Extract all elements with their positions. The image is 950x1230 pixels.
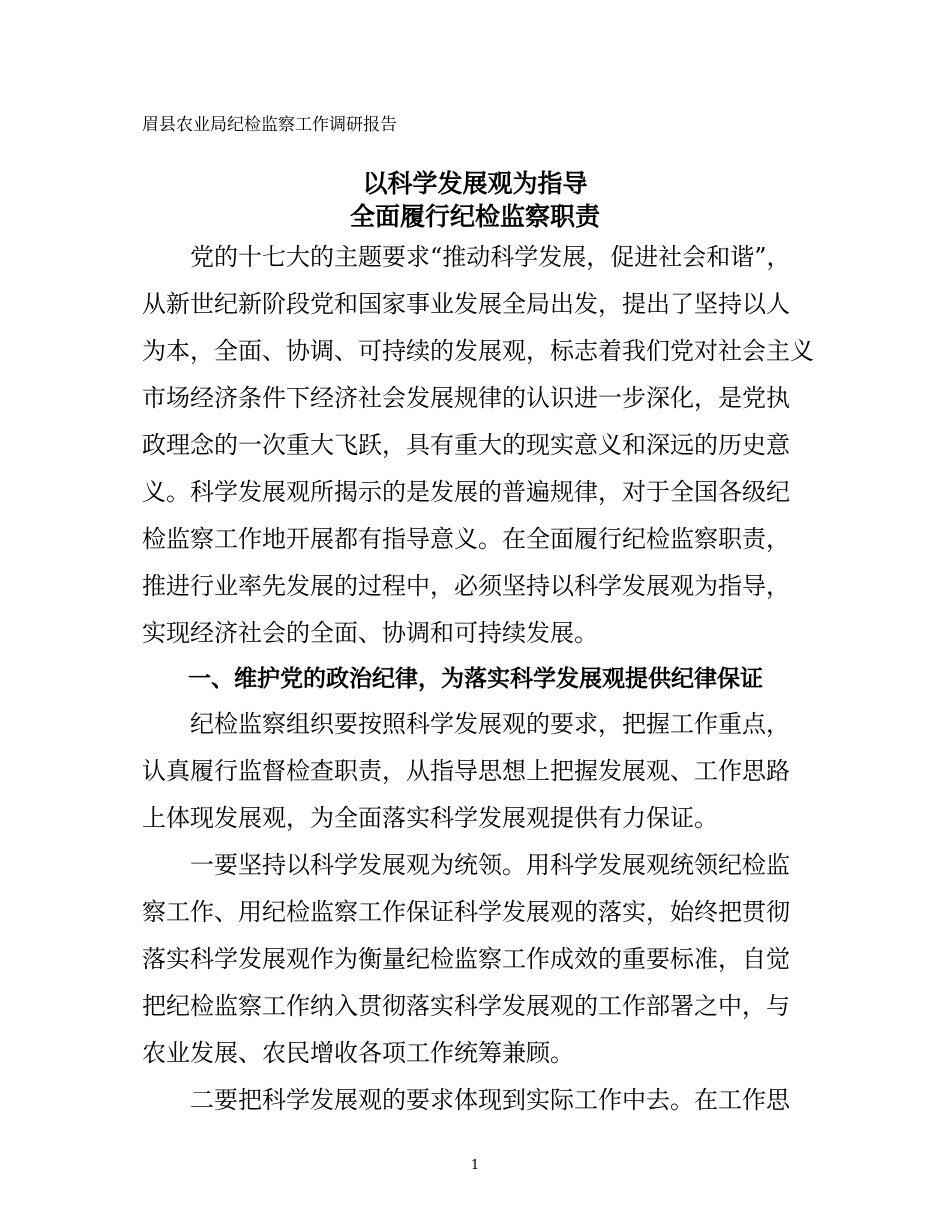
page-number: 1 (470, 1158, 480, 1173)
body-line: 认真履行监督检查职责，从指导思想上把握发展观、工作思路 (142, 757, 790, 785)
document-title-line-2: 全面履行纪检监察职责 (349, 202, 600, 231)
document-header-note: 眉县农业局纪检监察工作调研报告 (142, 115, 397, 135)
body-line: 落实科学发展观作为衡量纪检监察工作成效的重要标准，自觉 (142, 945, 790, 973)
body-line: 为本，全面、协调、可持续的发展观，标志着我们党对社会主义 (142, 337, 814, 365)
body-line: 纪检监察组织要按照科学发展观的要求，把握工作重点， (142, 710, 790, 738)
body-line: 把纪检监察工作纳入贯彻落实科学发展观的工作部署之中，与 (142, 992, 790, 1020)
body-line: 二要把科学发展观的要求体现到实际工作中去。在工作思 (142, 1086, 790, 1114)
body-line: 推进行业率先发展的过程中，必须坚持以科学发展观为指导， (142, 572, 790, 600)
body-line: 一要坚持以科学发展观为统领。用科学发展观统领纪检监 (142, 851, 790, 879)
body-line: 检监察工作地开展都有指导意义。在全面履行纪检监察职责， (142, 525, 790, 553)
body-line: 从新世纪新阶段党和国家事业发展全局出发，提出了坚持以人 (142, 290, 790, 318)
body-line: 上体现发展观，为全面落实科学发展观提供有力保证。 (142, 804, 718, 832)
section-heading: 一、维护党的政治纪律，为落实科学发展观提供纪律保证 (142, 666, 763, 692)
body-line: 党的十七大的主题要求“推动科学发展，促进社会和谐”， (142, 243, 791, 271)
body-line: 实现经济社会的全面、协调和可持续发展。 (142, 619, 598, 647)
body-line: 察工作、用纪检监察工作保证科学发展观的落实，始终把贯彻 (142, 898, 790, 926)
body-line: 农业发展、农民增收各项工作统筹兼顾。 (142, 1039, 574, 1067)
document-title-line-1: 以科学发展观为指导 (362, 169, 588, 198)
body-line: 政理念的一次重大飞跃，具有重大的现实意义和深远的历史意 (142, 431, 790, 459)
body-line: 义。科学发展观所揭示的是发展的普遍规律，对于全国各级纪 (142, 478, 790, 506)
body-line: 市场经济条件下经济社会发展规律的认识进一步深化，是党执 (142, 384, 790, 412)
